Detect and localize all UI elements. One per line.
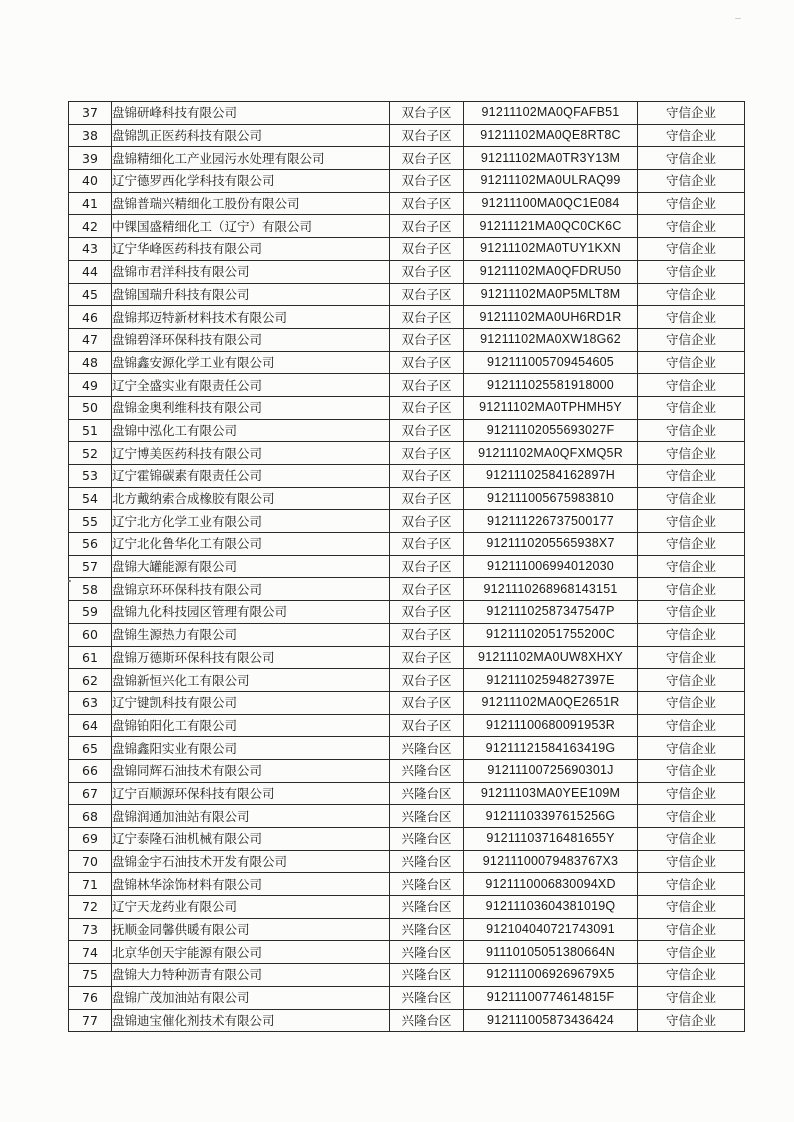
- row-number-cell: 73: [69, 918, 112, 941]
- credit-status-cell: 守信企业: [638, 487, 745, 510]
- company-name-cell: 盘锦国瑞升科技有限公司: [112, 283, 390, 306]
- district-cell: 双台子区: [390, 147, 464, 170]
- credit-status-cell: 守信企业: [638, 533, 745, 556]
- row-number-cell: 39: [69, 147, 112, 170]
- table-row: [69, 737, 745, 760]
- district-cell: 双台子区: [390, 555, 464, 578]
- table-row: [69, 374, 745, 397]
- company-name-cell: 盘锦林华涂饰材料有限公司: [112, 873, 390, 896]
- credit-status-cell: 守信企业: [638, 306, 745, 329]
- credit-status-cell: 守信企业: [638, 623, 745, 646]
- row-number-cell: 75: [69, 964, 112, 987]
- credit-code-cell: 91211103397615256G: [464, 805, 638, 828]
- company-name-cell: 盘锦新恒兴化工有限公司: [112, 669, 390, 692]
- row-number-cell: 48: [69, 351, 112, 374]
- row-number-cell: 63: [69, 691, 112, 714]
- company-name-cell: 盘锦九化科技园区管理有限公司: [112, 601, 390, 624]
- row-number-cell: 43: [69, 238, 112, 261]
- table-row: [69, 555, 745, 578]
- credit-status-cell: 守信企业: [638, 260, 745, 283]
- row-number-cell: 54: [69, 487, 112, 510]
- credit-status-cell: 守信企业: [638, 669, 745, 692]
- credit-status-cell: 守信企业: [638, 714, 745, 737]
- district-cell: 双台子区: [390, 533, 464, 556]
- table-row: [69, 623, 745, 646]
- row-number-cell: 76: [69, 986, 112, 1009]
- row-number-cell: 61: [69, 646, 112, 669]
- table-row: [69, 238, 745, 261]
- credit-code-cell: 9121110268968143151: [464, 578, 638, 601]
- credit-status-cell: 守信企业: [638, 986, 745, 1009]
- table-row: [69, 691, 745, 714]
- table-row: [69, 941, 745, 964]
- table-row: [69, 510, 745, 533]
- credit-code-cell: 91211102055693027F: [464, 419, 638, 442]
- table-row: [69, 328, 745, 351]
- district-cell: 双台子区: [390, 283, 464, 306]
- credit-code-cell: 91211100MA0QC1E084: [464, 192, 638, 215]
- row-number-cell: 52: [69, 442, 112, 465]
- company-name-cell: 盘锦凯正医药科技有限公司: [112, 124, 390, 147]
- credit-status-cell: 守信企业: [638, 465, 745, 488]
- district-cell: 双台子区: [390, 419, 464, 442]
- row-number-cell: 65: [69, 737, 112, 760]
- credit-status-cell: 守信企业: [638, 215, 745, 238]
- table-row: [69, 782, 745, 805]
- company-name-cell: 盘锦同辉石油技术有限公司: [112, 759, 390, 782]
- table-row: [69, 102, 745, 125]
- credit-code-cell: 91211102MA0UW8XHXY: [464, 646, 638, 669]
- district-cell: 双台子区: [390, 691, 464, 714]
- table-row: [69, 192, 745, 215]
- district-cell: 兴隆台区: [390, 759, 464, 782]
- credit-code-cell: 91211102MA0QE8RT8C: [464, 124, 638, 147]
- scan-speck: [735, 18, 741, 19]
- credit-status-cell: 守信企业: [638, 759, 745, 782]
- row-number-cell: 60: [69, 623, 112, 646]
- credit-status-cell: 守信企业: [638, 918, 745, 941]
- company-name-cell: 盘锦广茂加油站有限公司: [112, 986, 390, 1009]
- company-name-cell: 辽宁全盛实业有限责任公司: [112, 374, 390, 397]
- row-number-cell: 51: [69, 419, 112, 442]
- table-row: [69, 850, 745, 873]
- table-row: [69, 351, 745, 374]
- credit-code-cell: 912111226737500177: [464, 510, 638, 533]
- credit-status-cell: 守信企业: [638, 192, 745, 215]
- company-name-cell: 盘锦中泓化工有限公司: [112, 419, 390, 442]
- district-cell: 双台子区: [390, 351, 464, 374]
- credit-code-cell: 91211102MA0TUY1KXN: [464, 238, 638, 261]
- company-name-cell: 盘锦铂阳化工有限公司: [112, 714, 390, 737]
- district-cell: 双台子区: [390, 102, 464, 125]
- credit-status-cell: 守信企业: [638, 873, 745, 896]
- company-name-cell: 北方戴纳索合成橡胶有限公司: [112, 487, 390, 510]
- row-number-cell: 55: [69, 510, 112, 533]
- company-name-cell: 盘锦润通加油站有限公司: [112, 805, 390, 828]
- credit-code-cell: 91211102MA0P5MLT8M: [464, 283, 638, 306]
- row-number-cell: 67: [69, 782, 112, 805]
- credit-status-cell: 守信企业: [638, 238, 745, 261]
- credit-code-cell: 91211102MA0XW18G62: [464, 328, 638, 351]
- row-number-cell: 45: [69, 283, 112, 306]
- row-number-cell: 53: [69, 465, 112, 488]
- table-row: [69, 487, 745, 510]
- district-cell: 双台子区: [390, 578, 464, 601]
- credit-status-cell: 守信企业: [638, 170, 745, 193]
- district-cell: 双台子区: [390, 328, 464, 351]
- credit-status-cell: 守信企业: [638, 374, 745, 397]
- credit-status-cell: 守信企业: [638, 351, 745, 374]
- credit-status-cell: 守信企业: [638, 941, 745, 964]
- table-row: [69, 147, 745, 170]
- district-cell: 双台子区: [390, 192, 464, 215]
- row-number-cell: 74: [69, 941, 112, 964]
- table-row: [69, 918, 745, 941]
- credit-status-cell: 守信企业: [638, 102, 745, 125]
- row-number-cell: 42: [69, 215, 112, 238]
- district-cell: 双台子区: [390, 510, 464, 533]
- table-row: [69, 759, 745, 782]
- district-cell: 双台子区: [390, 170, 464, 193]
- credit-code-cell: 912111025581918000: [464, 374, 638, 397]
- credit-status-cell: 守信企业: [638, 805, 745, 828]
- district-cell: 双台子区: [390, 714, 464, 737]
- row-number-cell: 69: [69, 828, 112, 851]
- table-row: [69, 964, 745, 987]
- table-row: [69, 170, 745, 193]
- row-number-cell: 47: [69, 328, 112, 351]
- company-name-cell: 辽宁天龙药业有限公司: [112, 896, 390, 919]
- district-cell: 兴隆台区: [390, 737, 464, 760]
- company-name-cell: 盘锦市君洋科技有限公司: [112, 260, 390, 283]
- table-row: [69, 646, 745, 669]
- district-cell: 兴隆台区: [390, 941, 464, 964]
- row-number-cell: 62: [69, 669, 112, 692]
- credit-code-cell: 912111005873436424: [464, 1009, 638, 1032]
- credit-code-cell: 91211102MA0ULRAQ99: [464, 170, 638, 193]
- row-number-cell: 41: [69, 192, 112, 215]
- district-cell: 双台子区: [390, 487, 464, 510]
- district-cell: 兴隆台区: [390, 1009, 464, 1032]
- credit-status-cell: 守信企业: [638, 850, 745, 873]
- enterprise-table-body: [69, 102, 745, 1032]
- row-number-cell: 57: [69, 555, 112, 578]
- district-cell: 双台子区: [390, 238, 464, 261]
- credit-status-cell: 守信企业: [638, 283, 745, 306]
- company-name-cell: 盘锦邦迈特新材料技术有限公司: [112, 306, 390, 329]
- credit-status-cell: 守信企业: [638, 828, 745, 851]
- enterprise-table: [68, 101, 745, 1032]
- table-row: [69, 805, 745, 828]
- credit-code-cell: 91211100680091953R: [464, 714, 638, 737]
- table-row: [69, 873, 745, 896]
- district-cell: 双台子区: [390, 646, 464, 669]
- row-number-cell: 56: [69, 533, 112, 556]
- credit-code-cell: 91211121MA0QC0CK6C: [464, 215, 638, 238]
- company-name-cell: 盘锦迪宝催化剂技术有限公司: [112, 1009, 390, 1032]
- row-number-cell: 64: [69, 714, 112, 737]
- table-row: [69, 283, 745, 306]
- credit-code-cell: 91211103604381019Q: [464, 896, 638, 919]
- company-name-cell: 盘锦精细化工产业园污水处理有限公司: [112, 147, 390, 170]
- credit-status-cell: 守信企业: [638, 578, 745, 601]
- table-row: [69, 260, 745, 283]
- row-number-cell: 71: [69, 873, 112, 896]
- district-cell: 兴隆台区: [390, 873, 464, 896]
- credit-code-cell: 91211102MA0QFDRU50: [464, 260, 638, 283]
- company-name-cell: 辽宁霍锦碳素有限责任公司: [112, 465, 390, 488]
- credit-status-cell: 守信企业: [638, 601, 745, 624]
- credit-status-cell: 守信企业: [638, 896, 745, 919]
- row-number-cell: 70: [69, 850, 112, 873]
- credit-status-cell: 守信企业: [638, 646, 745, 669]
- company-name-cell: 盘锦金宇石油技术开发有限公司: [112, 850, 390, 873]
- credit-status-cell: 守信企业: [638, 396, 745, 419]
- credit-code-cell: 91211102MA0QE2651R: [464, 691, 638, 714]
- credit-code-cell: 912104040721743091: [464, 918, 638, 941]
- company-name-cell: 盘锦万德斯环保科技有限公司: [112, 646, 390, 669]
- table-row: [69, 828, 745, 851]
- row-number-cell: 40: [69, 170, 112, 193]
- district-cell: 兴隆台区: [390, 896, 464, 919]
- company-name-cell: 盘锦大力特种沥青有限公司: [112, 964, 390, 987]
- company-name-cell: 盘锦鑫阳实业有限公司: [112, 737, 390, 760]
- credit-status-cell: 守信企业: [638, 124, 745, 147]
- row-number-cell: 50: [69, 396, 112, 419]
- table-row: [69, 124, 745, 147]
- credit-status-cell: 守信企业: [638, 691, 745, 714]
- table-row: [69, 442, 745, 465]
- credit-status-cell: 守信企业: [638, 737, 745, 760]
- credit-code-cell: 91211102MA0UH6RD1R: [464, 306, 638, 329]
- company-name-cell: 辽宁博美医药科技有限公司: [112, 442, 390, 465]
- credit-code-cell: 91211100079483767X3: [464, 850, 638, 873]
- table-row: [69, 465, 745, 488]
- district-cell: 双台子区: [390, 374, 464, 397]
- company-name-cell: 辽宁北化鲁华化工有限公司: [112, 533, 390, 556]
- credit-code-cell: 91211102051755200C: [464, 623, 638, 646]
- table-row: [69, 896, 745, 919]
- company-name-cell: 盘锦碧泽环保科技有限公司: [112, 328, 390, 351]
- row-number-cell: 49: [69, 374, 112, 397]
- company-name-cell: 盘锦鑫安源化学工业有限公司: [112, 351, 390, 374]
- credit-code-cell: 912111006994012030: [464, 555, 638, 578]
- credit-code-cell: 91211102MA0TPHMH5Y: [464, 396, 638, 419]
- row-number-cell: 77: [69, 1009, 112, 1032]
- company-name-cell: 抚顺金同馨供暖有限公司: [112, 918, 390, 941]
- credit-code-cell: 91211102MA0TR3Y13M: [464, 147, 638, 170]
- credit-status-cell: 守信企业: [638, 442, 745, 465]
- company-name-cell: 辽宁泰隆石油机械有限公司: [112, 828, 390, 851]
- row-number-cell: 66: [69, 759, 112, 782]
- district-cell: 双台子区: [390, 465, 464, 488]
- credit-status-cell: 守信企业: [638, 555, 745, 578]
- district-cell: 双台子区: [390, 669, 464, 692]
- district-cell: 兴隆台区: [390, 964, 464, 987]
- credit-status-cell: 守信企业: [638, 964, 745, 987]
- credit-code-cell: 91211103716481655Y: [464, 828, 638, 851]
- table-row: [69, 396, 745, 419]
- district-cell: 双台子区: [390, 260, 464, 283]
- company-name-cell: 盘锦大罐能源有限公司: [112, 555, 390, 578]
- credit-code-cell: 91211102594827397E: [464, 669, 638, 692]
- company-name-cell: 盘锦京环环保科技有限公司: [112, 578, 390, 601]
- district-cell: 兴隆台区: [390, 782, 464, 805]
- district-cell: 兴隆台区: [390, 850, 464, 873]
- row-number-cell: 44: [69, 260, 112, 283]
- table-row: [69, 1009, 745, 1032]
- credit-status-cell: 守信企业: [638, 147, 745, 170]
- table-row: [69, 215, 745, 238]
- company-name-cell: 辽宁北方化学工业有限公司: [112, 510, 390, 533]
- district-cell: 兴隆台区: [390, 986, 464, 1009]
- table-row: [69, 578, 745, 601]
- company-name-cell: 辽宁华峰医药科技有限公司: [112, 238, 390, 261]
- credit-code-cell: 91211102587347547P: [464, 601, 638, 624]
- credit-status-cell: 守信企业: [638, 419, 745, 442]
- table-row: [69, 533, 745, 556]
- credit-code-cell: 91211102584162897H: [464, 465, 638, 488]
- credit-code-cell: 91211103MA0YEE109M: [464, 782, 638, 805]
- table-row: [69, 714, 745, 737]
- company-name-cell: 盘锦金奥利维科技有限公司: [112, 396, 390, 419]
- table-row: [69, 419, 745, 442]
- table-row: [69, 601, 745, 624]
- district-cell: 双台子区: [390, 601, 464, 624]
- district-cell: 兴隆台区: [390, 918, 464, 941]
- company-name-cell: 盘锦普瑞兴精细化工股份有限公司: [112, 192, 390, 215]
- credit-code-cell: 912111005709454605: [464, 351, 638, 374]
- table-row: [69, 306, 745, 329]
- company-name-cell: 盘锦研峰科技有限公司: [112, 102, 390, 125]
- district-cell: 双台子区: [390, 124, 464, 147]
- company-name-cell: 辽宁键凯科技有限公司: [112, 691, 390, 714]
- credit-code-cell: 91211100725690301J: [464, 759, 638, 782]
- row-number-cell: 68: [69, 805, 112, 828]
- district-cell: 双台子区: [390, 442, 464, 465]
- credit-code-cell: 91110105051380664N: [464, 941, 638, 964]
- district-cell: 双台子区: [390, 215, 464, 238]
- credit-code-cell: 91211100774614815F: [464, 986, 638, 1009]
- company-name-cell: 辽宁德罗西化学科技有限公司: [112, 170, 390, 193]
- credit-code-cell: 91211102MA0QFXMQ5R: [464, 442, 638, 465]
- company-name-cell: 辽宁百顺源环保科技有限公司: [112, 782, 390, 805]
- credit-code-cell: 9121110006830094XD: [464, 873, 638, 896]
- scan-speck: [68, 580, 71, 582]
- credit-status-cell: 守信企业: [638, 510, 745, 533]
- row-number-cell: 38: [69, 124, 112, 147]
- credit-status-cell: 守信企业: [638, 1009, 745, 1032]
- table-row: [69, 986, 745, 1009]
- credit-status-cell: 守信企业: [638, 782, 745, 805]
- company-name-cell: 中锞国盛精细化工（辽宁）有限公司: [112, 215, 390, 238]
- company-name-cell: 盘锦生源热力有限公司: [112, 623, 390, 646]
- row-number-cell: 72: [69, 896, 112, 919]
- credit-code-cell: 912111005675983810: [464, 487, 638, 510]
- district-cell: 双台子区: [390, 306, 464, 329]
- district-cell: 双台子区: [390, 396, 464, 419]
- district-cell: 双台子区: [390, 623, 464, 646]
- company-name-cell: 北京华创天宇能源有限公司: [112, 941, 390, 964]
- district-cell: 兴隆台区: [390, 828, 464, 851]
- credit-code-cell: 91211121584163419G: [464, 737, 638, 760]
- row-number-cell: 37: [69, 102, 112, 125]
- table-row: [69, 669, 745, 692]
- credit-code-cell: 9121110069269679X5: [464, 964, 638, 987]
- row-number-cell: 58: [69, 578, 112, 601]
- credit-status-cell: 守信企业: [638, 328, 745, 351]
- district-cell: 兴隆台区: [390, 805, 464, 828]
- credit-code-cell: 9121110205565938X7: [464, 533, 638, 556]
- row-number-cell: 46: [69, 306, 112, 329]
- credit-code-cell: 91211102MA0QFAFB51: [464, 102, 638, 125]
- row-number-cell: 59: [69, 601, 112, 624]
